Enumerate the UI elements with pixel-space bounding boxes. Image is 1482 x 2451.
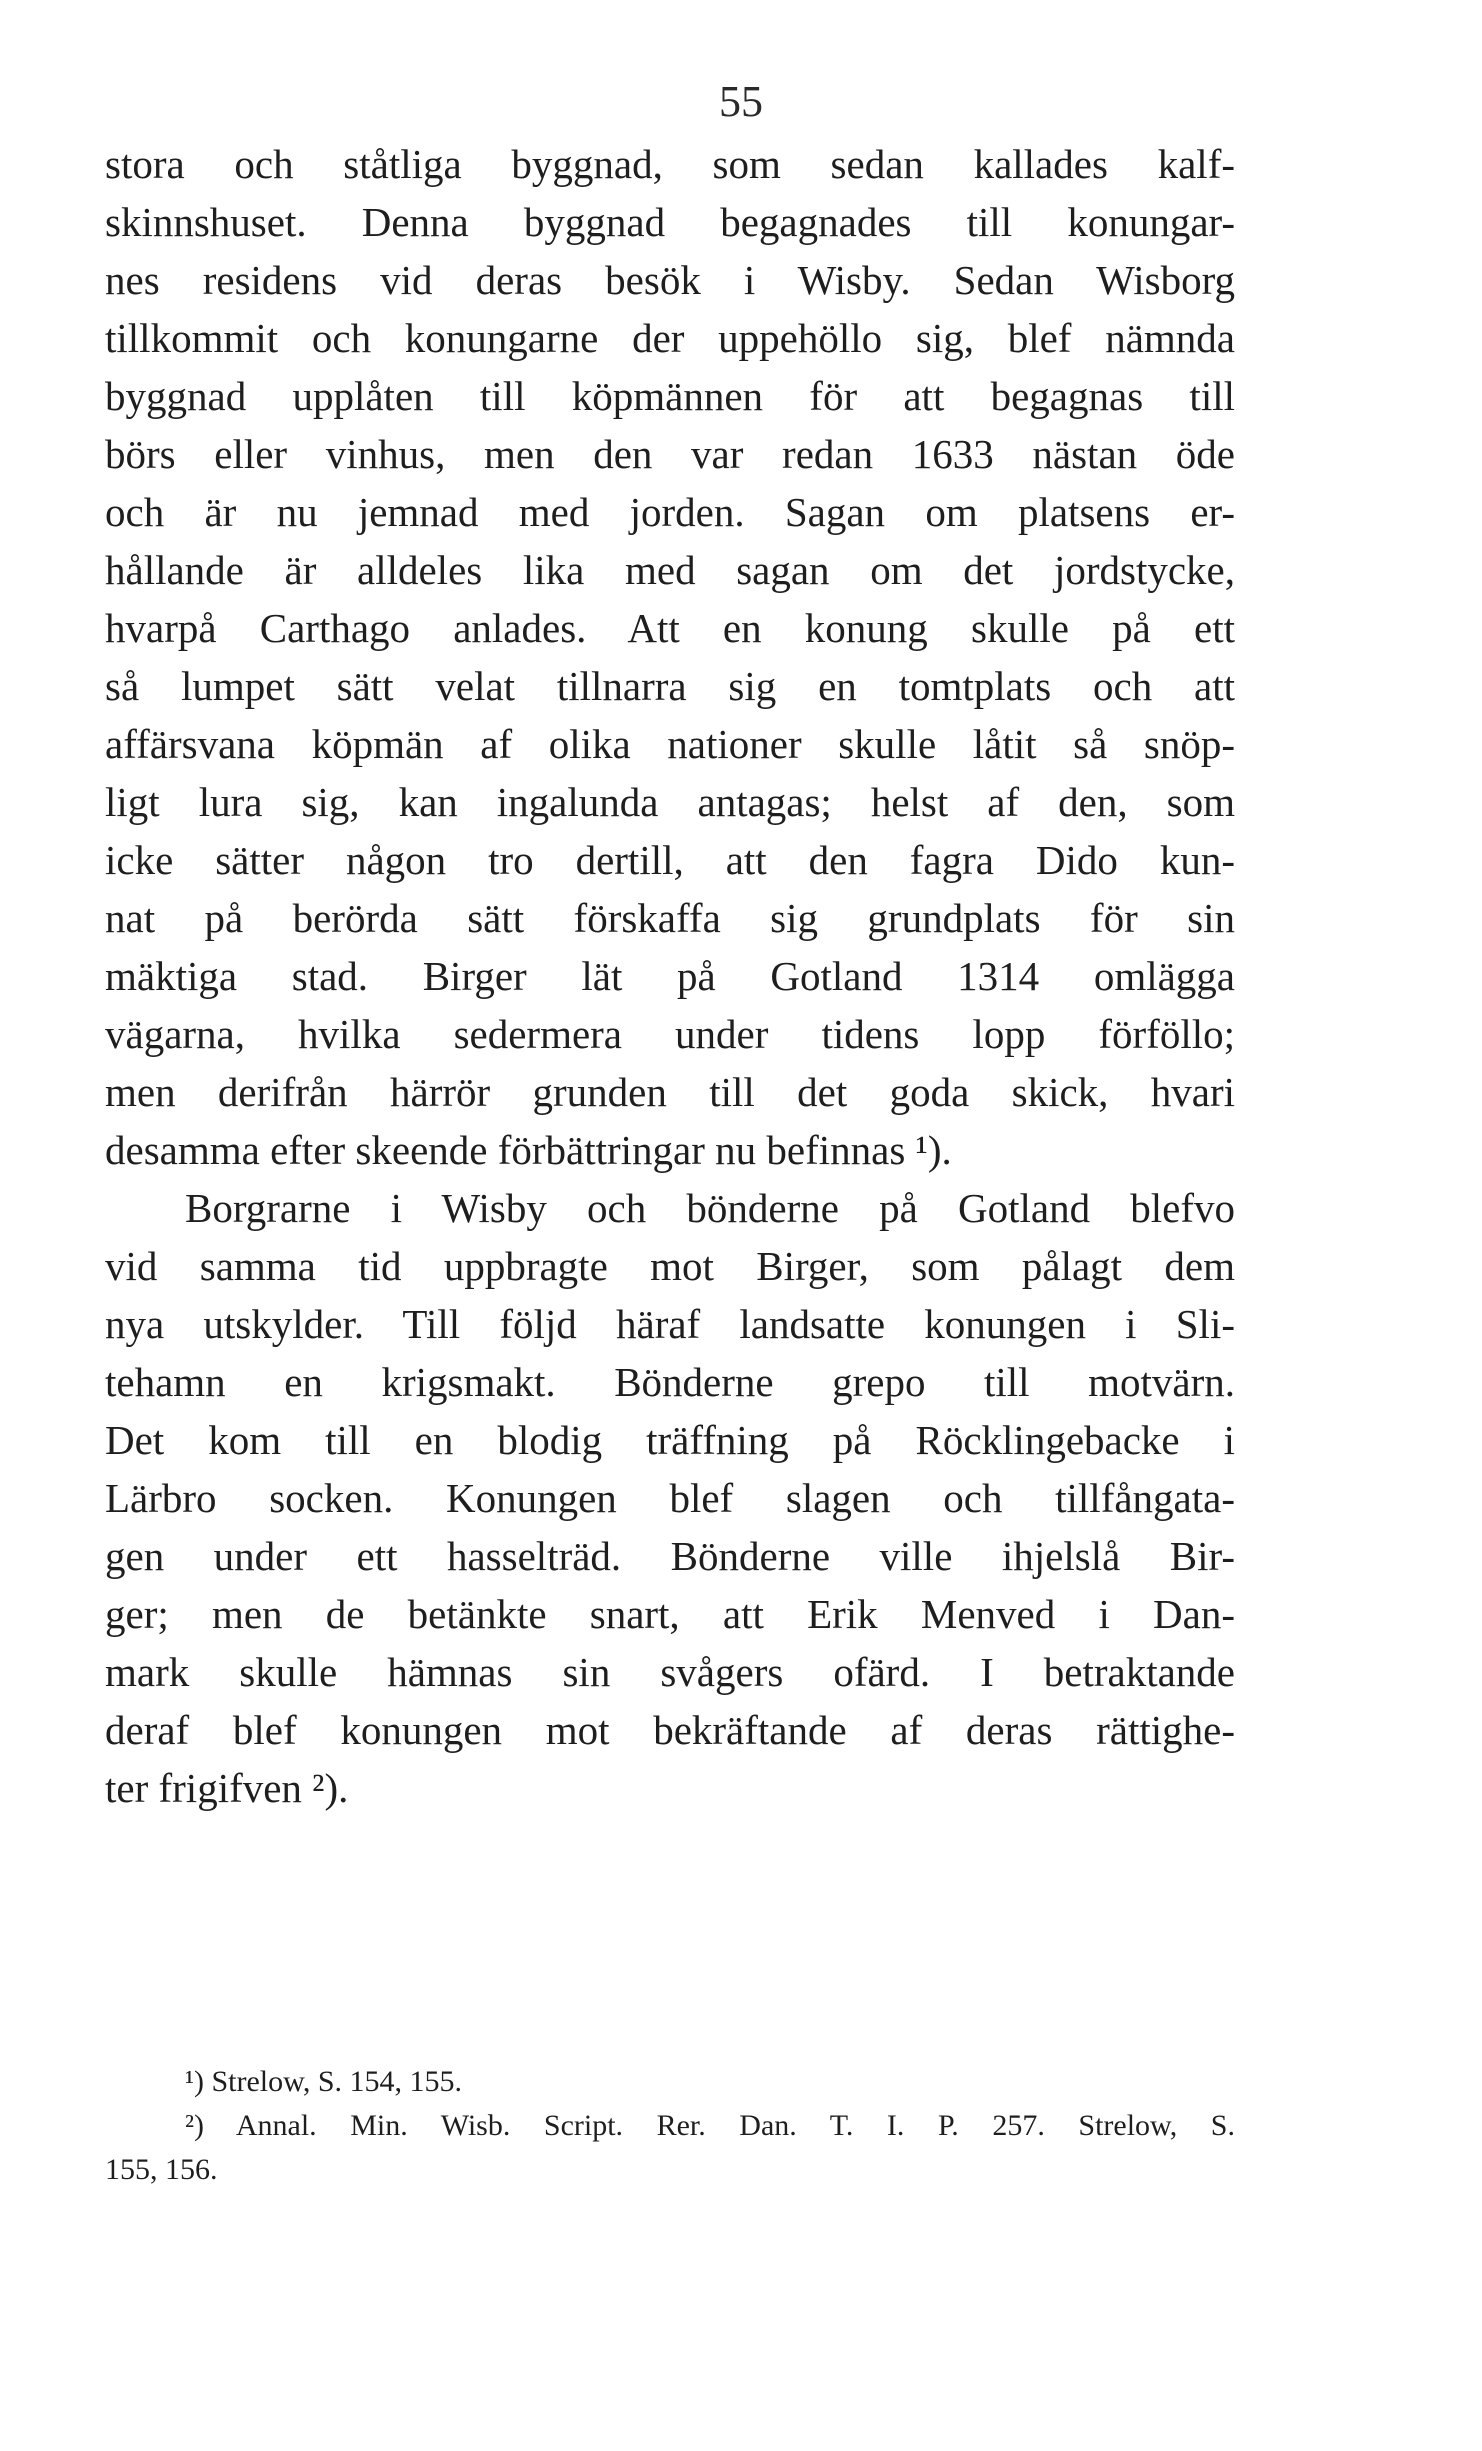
footnote-1: ¹) Strelow, S. 154, 155. xyxy=(185,2065,463,2098)
footnote-2-continuation: 155, 156. xyxy=(105,2153,218,2186)
text-line: och är nu jemnad med jorden. Sagan om platsens er- xyxy=(105,489,1235,535)
text-line: ger; men de betänkte snart, att Erik Menved i Dan- xyxy=(105,1591,1235,1637)
text-line: byggnad upplåten till köpmännen för att begagnas till xyxy=(105,373,1235,419)
text-line: deraf blef konungen mot bekräftande af deras rättighe- xyxy=(105,1707,1235,1753)
text-line: nat på berörda sätt förskaffa sig grundplats för sin xyxy=(105,895,1235,941)
text-line: så lumpet sätt velat tillnarra sig en tomtplats och att xyxy=(105,663,1235,709)
text-line: vid samma tid uppbragte mot Birger, som pålagt dem xyxy=(105,1243,1235,1289)
text-line: vägarna, hvilka sedermera under tidens lopp förföllo; xyxy=(105,1011,1235,1057)
footnotes xyxy=(105,2060,1235,2192)
text-line: gen under ett hasselträd. Bönderne ville ihjelslå Bir- xyxy=(105,1533,1235,1579)
text-line: skinnshuset. Denna byggnad begagnades till konungar- xyxy=(105,199,1235,245)
text-line: ligt lura sig, kan ingalunda antagas; helst af den, som xyxy=(105,779,1235,825)
text-line-paragraph-start: Borgrarne i Wisby och bönderne på Gotland blefvo xyxy=(185,1185,1235,1231)
page-number: 55 xyxy=(719,77,763,126)
text-line: börs eller vinhus, men den var redan 1633 nästan öde xyxy=(105,431,1235,477)
text-line: hållande är alldeles lika med sagan om det jordstycke, xyxy=(105,547,1235,593)
text-line: nya utskylder. Till följd häraf landsatte konungen i Sli- xyxy=(105,1301,1235,1347)
text-line: tillkommit och konungarne der uppehöllo sig, blef nämnda xyxy=(105,315,1235,361)
body-text xyxy=(105,135,1235,1817)
text-line: hvarpå Carthago anlades. Att en konung skulle på ett xyxy=(105,605,1235,651)
footnote-2: ²) Annal. Min. Wisb. Script. Rer. Dan. T. I. P. 257. Strelow, S. xyxy=(185,2109,1235,2142)
text-line: men derifrån härrör grunden till det goda skick, hvari xyxy=(105,1069,1235,1115)
text-line: mäktiga stad. Birger lät på Gotland 1314 omlägga xyxy=(105,953,1235,999)
text-line-paragraph-end: ter frigifven ²). xyxy=(105,1765,349,1811)
text-line: tehamn en krigsmakt. Bönderne grepo till motvärn. xyxy=(105,1359,1235,1405)
text-line: Det kom till en blodig träffning på Röcklingebacke i xyxy=(105,1417,1235,1463)
text-line: mark skulle hämnas sin svågers ofärd. I betraktande xyxy=(105,1649,1235,1695)
text-line: icke sätter någon tro dertill, att den fagra Dido kun- xyxy=(105,837,1235,883)
text-line-paragraph-end: desamma efter skeende förbättringar nu befinnas ¹). xyxy=(105,1127,952,1173)
text-line: affärsvana köpmän af olika nationer skulle låtit så snöp- xyxy=(105,721,1235,767)
text-line: Lärbro socken. Konungen blef slagen och tillfångata- xyxy=(105,1475,1235,1521)
text-line: nes residens vid deras besök i Wisby. Sedan Wisborg xyxy=(105,257,1235,303)
text-line: stora och ståtliga byggnad, som sedan kallades kalf- xyxy=(105,141,1235,187)
